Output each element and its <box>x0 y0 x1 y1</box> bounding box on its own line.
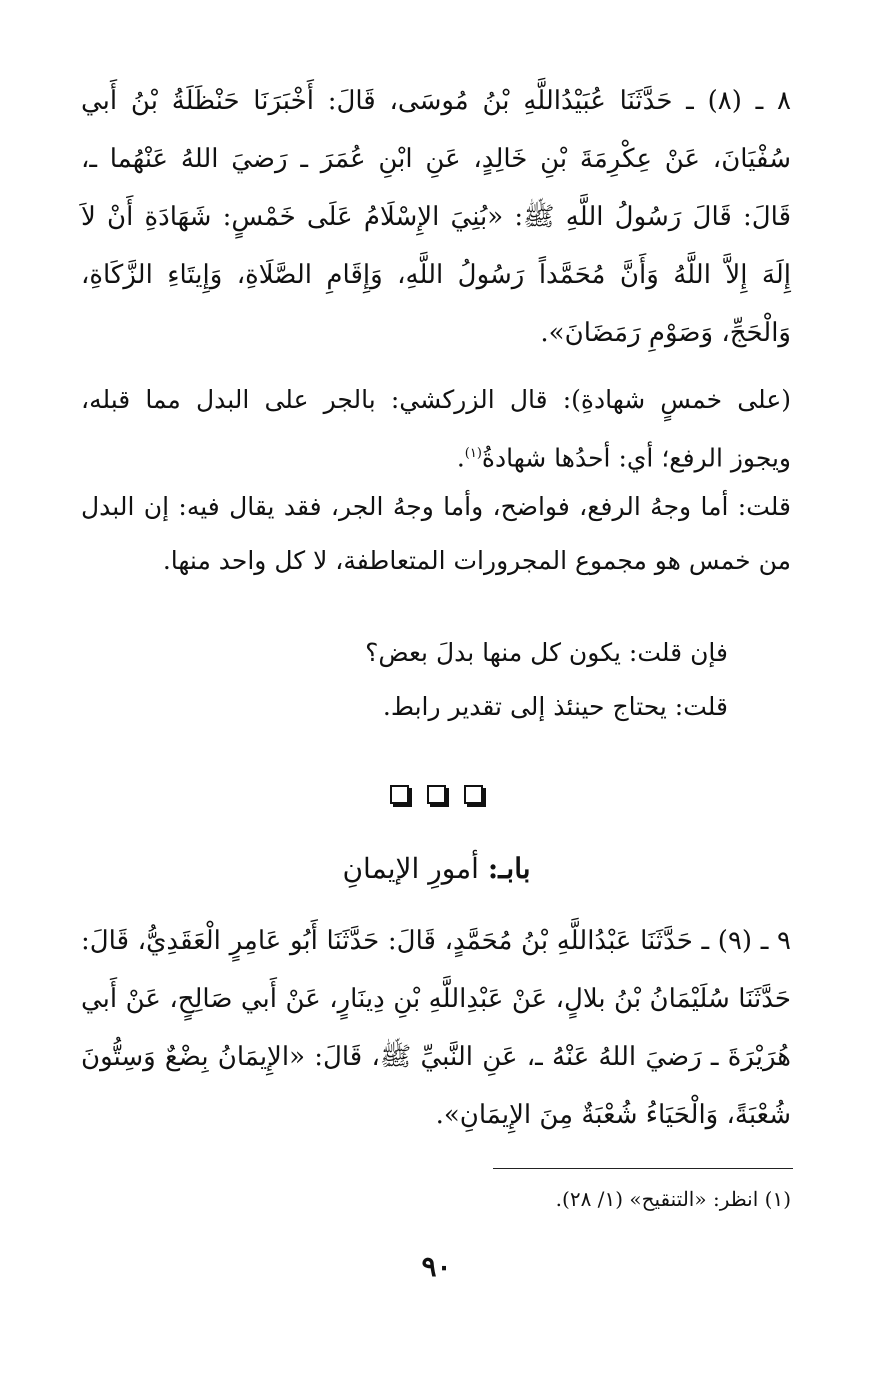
separator-square-icon <box>427 785 446 804</box>
separator-square-icon <box>390 785 409 804</box>
chapter-title: أمورِ الإيمانِ <box>342 852 479 885</box>
hadith-9-paragraph: ٩ ـ (٩) ـ حَدَّثَنَا عَبْدُاللَّهِ بْنُ مُحَمَّدٍ، قَالَ: حَدَّثَنَا أَبُو عَامِرٍ الْعَقَدِيُّ، قَالَ: حَدَّثَنَا سُلَيْمَانُ بْنُ بلالٍ، عَنْ عَبْدِاللَّهِ بْنِ دِينَارٍ، عَنْ أَبي صَالِحٍ، عَنْ أَبي هُرَيْرَةَ ـ رَضيَ اللهُ عَنْهُ ـ، عَنِ النَّبيِّ ﷺ، قَالَ: «الإِيمَانُ بِضْعٌ وَسِتُّونَ شُعْبَةً، وَالْحَيَاءُ شُعْبَةٌ مِنَ الإِيمَانِ». <box>81 926 791 1130</box>
separator-square-icon <box>464 785 483 804</box>
question-line: فإن قلت: يكون كل منها بدلَ بعض؟ <box>365 638 728 667</box>
chapter-label: بابـ: <box>487 852 531 885</box>
commentary-text: (على خمسٍ شهادةِ): قال الزركشي: بالجر على البدل مما قبله، ويجوز الرفع؛ أي: أحدُها شهادةُ <box>81 385 791 473</box>
footnote: (١) انظر: «التنقيح» (١/ ٢٨). <box>555 1187 791 1211</box>
section-separator <box>0 785 873 808</box>
footnote-ref: (١) <box>464 446 482 461</box>
commentary-end: . <box>456 443 465 473</box>
commentary-paragraph <box>81 373 791 485</box>
chapter-heading <box>0 852 873 885</box>
page-number: ٩٠ <box>421 1250 452 1283</box>
answer-line: قلت: يحتاج حينئذ إلى تقدير رابط. <box>382 692 728 721</box>
footnote-divider <box>493 1168 793 1169</box>
hadith-8-paragraph: ٨ ـ (٨) ـ حَدَّثَنَا عُبَيْدُاللَّهِ بْنُ مُوسَى، قَالَ: أَخْبَرَنَا حَنْظَلَةُ بْنُ أَبي سُفْيَانَ، عَنْ عِكْرِمَةَ بْنِ خَالِدٍ، عَنِ ابْنِ عُمَرَ ـ رَضيَ اللهُ عَنْهُما ـ، قَالَ: قَالَ رَسُولُ اللَّهِ ﷺ: «بُنِيَ الإِسْلَامُ عَلَى خَمْسٍ: شَهَادَةِ أَنْ لاَ إِلَهَ إِلاَّ اللَّهُ وَأَنَّ مُحَمَّداً رَسُولُ اللَّهِ، وَإِقَامِ الصَّلَاةِ، وَإِيتَاءِ الزَّكَاةِ، وَالْحَجِّ، وَصَوْمِ رَمَضَانَ». <box>81 86 791 348</box>
qult-paragraph: قلت: أما وجهُ الرفع، فواضح، وأما وجهُ الجر، فقد يقال فيه: إن البدل من خمس هو مجموع المجرورات المتعاطفة، لا كل واحد منها. <box>81 492 791 575</box>
